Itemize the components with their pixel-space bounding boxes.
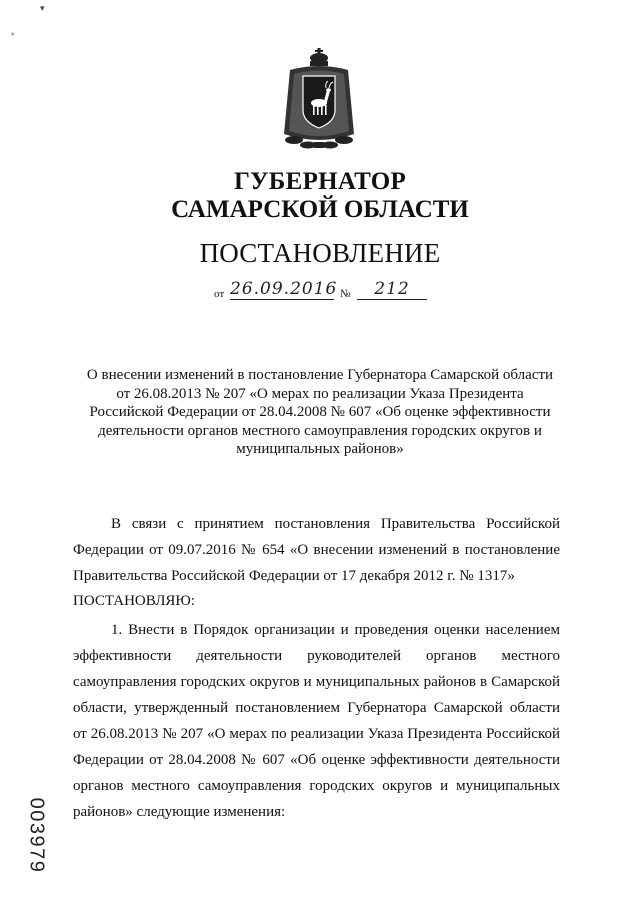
number-label: №	[340, 288, 351, 300]
decree-declaration: ПОСТАНОВЛЯЮ:	[73, 593, 195, 609]
body-paragraph-item-1: 1. Внести в Порядок организации и проведения оценки населением эффективности деятельности руководителей органов местного самоуправления городских округов и муниципальных районов в Самарской области, утвержденный постановлением Губернатора Самарской области от 26.08.2013 № 207 «О мерах по реализации Указа Президента Российской Федерации от 28.04.2008 № 607 «Об оценке эффективности деятельности органов местного самоуправления городских округов и муниципальных районов» следующие изменения:	[73, 622, 560, 820]
body-paragraph-preamble: В связи с принятием постановления Правительства Российской Федерации от 09.07.2016 № 654 «О внесении изменений в постановление Правительства Российской Федерации от 17 декабря 2012 г. № 1317»	[73, 516, 560, 584]
document-type-title: ПОСТАНОВЛЕНИЕ	[199, 238, 441, 268]
date-label: от	[214, 288, 225, 300]
stamp-number: 003979	[25, 797, 48, 874]
governor-title-line1: ГУБЕРНАТОР	[233, 168, 407, 195]
handwritten-number: 212	[357, 279, 427, 300]
scan-speck: ▾	[40, 3, 45, 13]
coat-of-arms-emblem	[280, 48, 358, 152]
document-registration-stamp	[16, 796, 56, 876]
scan-speck: ˟	[11, 31, 15, 41]
governor-title-line2: САМАРСКОЙ ОБЛАСТИ	[171, 196, 469, 223]
handwritten-date: 26.09.2016	[230, 279, 338, 299]
date-number-line	[214, 279, 444, 303]
decree-subject-heading: О внесении изменений в постановление Губернатора Самарской области от 26.08.2013 № 207 «О мерах по реализации Указа Президента Российской Федерации от 28.04.2008 № 607 «Об оценке эффективности деятельности органов местного самоуправления городских округов и муниципальных районов»	[86, 367, 554, 458]
